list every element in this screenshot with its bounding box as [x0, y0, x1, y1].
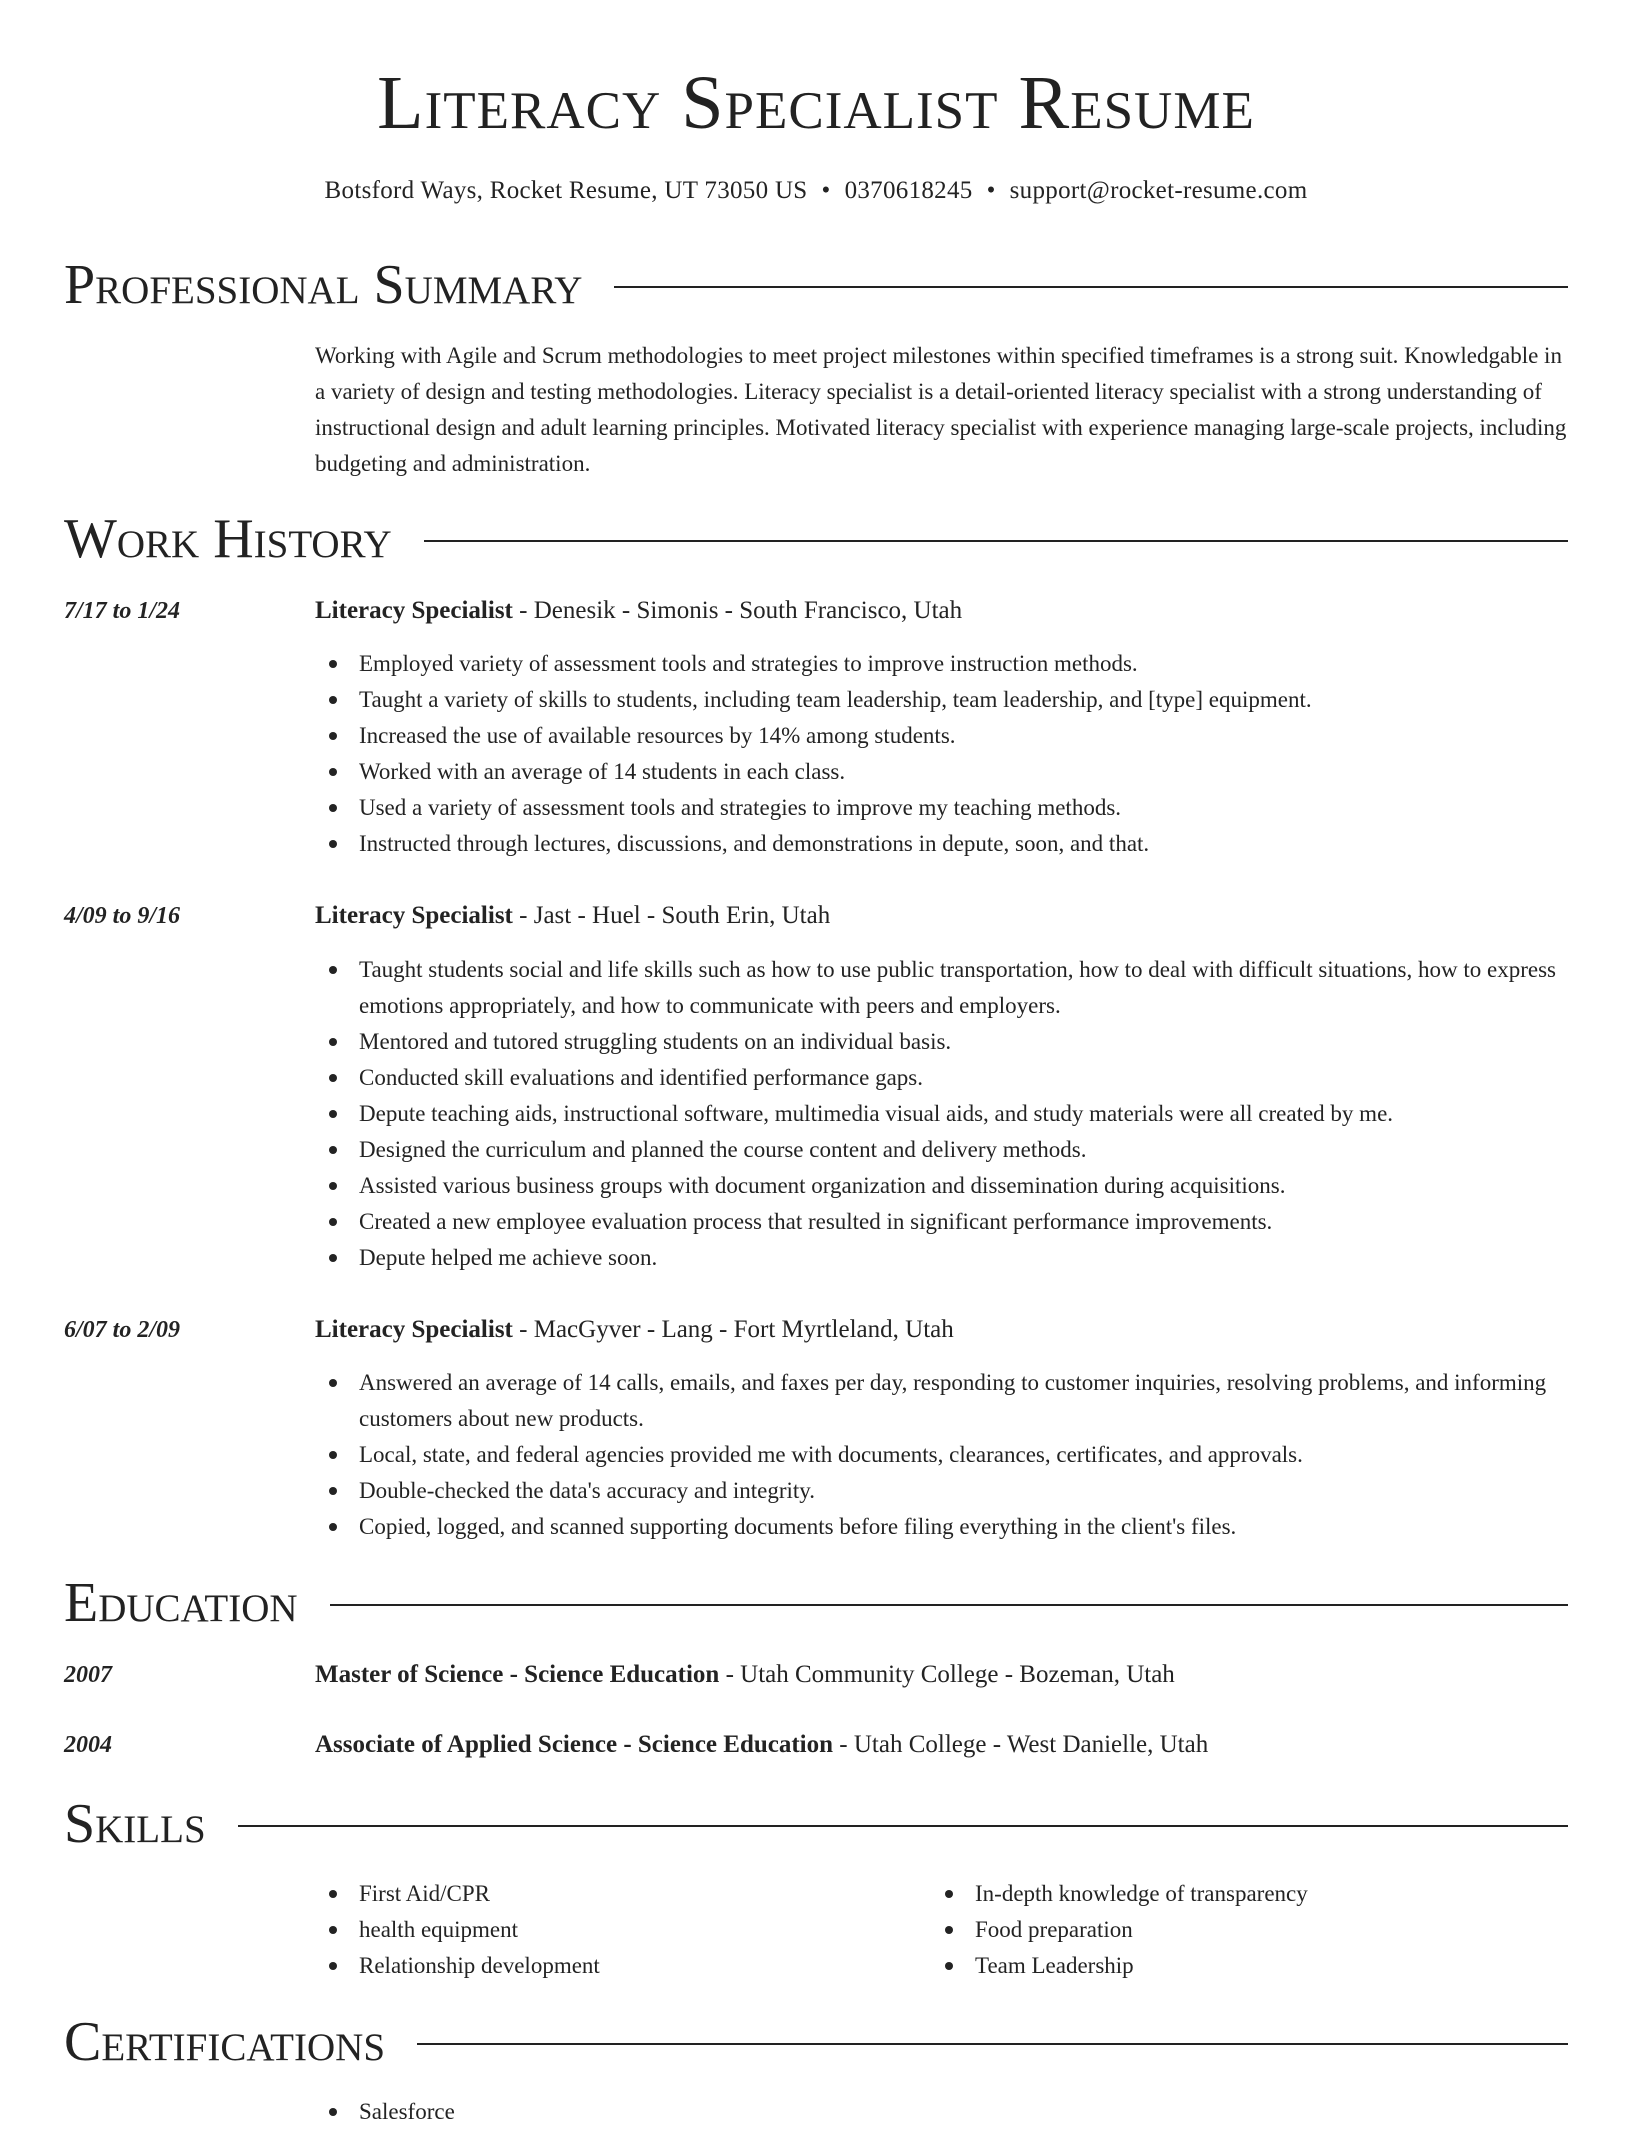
list-item: Increased the use of available resources by 14% among students. — [359, 718, 1568, 754]
section-title: Professional Summary — [64, 254, 583, 316]
section-header-certifications — [64, 2010, 1568, 2074]
list-item: Worked with an average of 14 students in each class. — [359, 754, 1568, 790]
section-divider — [424, 540, 1568, 542]
certification-item: Salesforce — [359, 2094, 1568, 2130]
list-item: Taught a variety of skills to students, including team leadership, team leadership, and [type] equipment. — [359, 682, 1568, 718]
section-title: Certifications — [64, 2011, 386, 2073]
contact-phone: 0370618245 — [844, 177, 973, 204]
education-degree: Associate of Applied Science - Science Education — [315, 1731, 834, 1758]
skills-list-left — [315, 1876, 915, 1984]
contact-address: Botsford Ways, Rocket Resume, UT 73050 US — [324, 177, 808, 204]
section-header-summary — [64, 253, 1568, 317]
job-bullets — [315, 952, 1568, 1276]
job-details: - MacGyver - Lang - Fort Myrtleland, Utah — [512, 1316, 954, 1343]
education-entry — [315, 1728, 1568, 1762]
contact-separator: • — [986, 177, 996, 204]
education-degree: Master of Science - Science Education — [315, 1661, 720, 1688]
summary-text: Working with Agile and Scrum methodologies to meet project milestones within specified timeframes is a strong suit. Knowledgable in a variety of design and testing methodologies. Literacy specialist is a detail-oriented literacy specialist with a strong understanding of instructional design and adult learning principles. Motivated literacy specialist with experience managing large-scale projects, including budgeting and administration. — [315, 343, 1567, 476]
list-item: Depute teaching aids, instructional software, multimedia visual aids, and study materials were all created by me. — [359, 1096, 1568, 1132]
skills-list-right — [931, 1876, 1568, 1984]
list-item: Designed the curriculum and planned the course content and delivery methods. — [359, 1132, 1568, 1168]
education-year: 2007 — [64, 1662, 112, 1688]
skill-item: First Aid/CPR — [359, 1876, 915, 1912]
section-header-education — [64, 1571, 1568, 1635]
list-item: Local, state, and federal agencies provided me with documents, clearances, certificates, and approvals. — [359, 1437, 1568, 1473]
list-item: Conducted skill evaluations and identified performance gaps. — [359, 1060, 1568, 1096]
list-item: Instructed through lectures, discussions, and demonstrations in depute, soon, and that. — [359, 826, 1568, 862]
job-dates: 6/07 to 2/09 — [64, 1317, 181, 1343]
list-item: Copied, logged, and scanned supporting documents before filing everything in the client's files. — [359, 1509, 1568, 1545]
skill-item: Relationship development — [359, 1948, 915, 1984]
skill-item: health equipment — [359, 1912, 915, 1948]
section-header-work-history — [64, 507, 1568, 571]
job-bullets — [315, 646, 1568, 862]
contact-line — [0, 174, 1632, 208]
list-item: Mentored and tutored struggling students on an individual basis. — [359, 1024, 1568, 1060]
list-item: Created a new employee evaluation process that resulted in significant performance improvements. — [359, 1204, 1568, 1240]
section-divider — [614, 286, 1568, 288]
section-divider — [417, 2043, 1568, 2045]
certifications-list — [315, 2094, 1568, 2130]
section-title: Work History — [64, 508, 392, 570]
list-item: Assisted various business groups with document organization and dissemination during acquisitions. — [359, 1168, 1568, 1204]
skill-item: In-depth knowledge of transparency — [975, 1876, 1568, 1912]
section-title: Skills — [64, 1793, 206, 1855]
education-year: 2004 — [64, 1732, 112, 1758]
section-header-skills — [64, 1792, 1568, 1856]
job-title: Literacy Specialist — [315, 902, 513, 929]
list-item: Double-checked the data's accuracy and integrity. — [359, 1473, 1568, 1509]
list-item: Depute helped me achieve soon. — [359, 1240, 1568, 1276]
job-bullets — [315, 1365, 1568, 1545]
job-heading — [315, 899, 1568, 933]
list-item: Used a variety of assessment tools and strategies to improve my teaching methods. — [359, 790, 1568, 826]
education-details: - Utah College - West Danielle, Utah — [833, 1731, 1209, 1758]
section-divider — [330, 1604, 1568, 1606]
section-divider — [238, 1825, 1568, 1827]
list-item: Taught students social and life skills such as how to use public transportation, how to deal with difficult situations, how to express emotions appropriately, and how to communicate with peers and employers. — [359, 952, 1568, 1024]
education-details: - Utah Community College - Bozeman, Utah — [719, 1661, 1175, 1688]
job-title: Literacy Specialist — [315, 597, 513, 624]
skill-item: Team Leadership — [975, 1948, 1568, 1984]
job-details: - Jast - Huel - South Erin, Utah — [512, 902, 831, 929]
section-title: Education — [64, 1572, 298, 1634]
job-dates: 4/09 to 9/16 — [64, 903, 181, 929]
education-entry — [315, 1658, 1568, 1692]
contact-separator: • — [821, 177, 831, 204]
job-title: Literacy Specialist — [315, 1316, 513, 1343]
contact-email: support@rocket-resume.com — [1009, 177, 1308, 204]
job-heading — [315, 1313, 1568, 1347]
skill-item: Food preparation — [975, 1912, 1568, 1948]
resume-title: Literacy Specialist Resume — [377, 61, 1255, 145]
job-details: - Denesik - Simonis - South Francisco, Utah — [512, 597, 963, 624]
list-item: Employed variety of assessment tools and strategies to improve instruction methods. — [359, 646, 1568, 682]
job-heading — [315, 594, 1568, 628]
list-item: Answered an average of 14 calls, emails, and faxes per day, responding to customer inquiries, resolving problems, and informing customers about new products. — [359, 1365, 1568, 1437]
job-dates: 7/17 to 1/24 — [64, 598, 181, 624]
